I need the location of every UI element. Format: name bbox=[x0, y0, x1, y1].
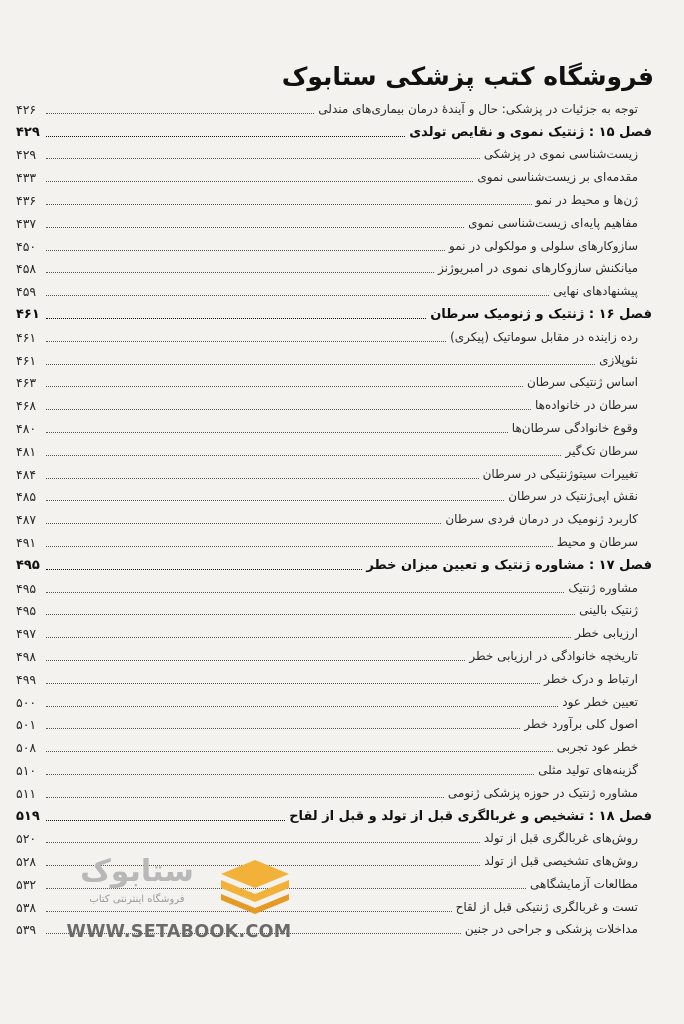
toc-entry-row bbox=[16, 641, 652, 664]
toc-dot-leader bbox=[46, 385, 523, 387]
toc-entry-row bbox=[16, 254, 652, 277]
toc-page-number: ۴۶۱ bbox=[16, 306, 40, 322]
toc-entry-title: تست و غربالگری ژنتیکی قبل از لقاح bbox=[455, 899, 638, 914]
toc-dot-leader bbox=[46, 659, 465, 661]
toc-entry-row bbox=[16, 231, 652, 254]
toc-page-number: ۴۹۱ bbox=[16, 534, 37, 550]
toc-dot-leader bbox=[46, 613, 575, 615]
toc-entry-row bbox=[16, 618, 652, 641]
toc-dot-leader bbox=[46, 180, 473, 182]
toc-page-number: ۵۳۹ bbox=[16, 922, 37, 938]
toc-entry-title: مطالعات آزمایشگاهی bbox=[529, 876, 638, 891]
toc-page-number: ۴۶۱ bbox=[16, 352, 37, 368]
toc-dot-leader bbox=[46, 841, 480, 843]
toc-dot-leader bbox=[46, 454, 561, 456]
toc-dot-leader bbox=[46, 135, 405, 137]
toc-entry-row bbox=[16, 459, 652, 482]
toc-page-number: ۴۶۸ bbox=[16, 398, 37, 414]
toc-dot-leader bbox=[46, 522, 441, 524]
toc-dot-leader bbox=[46, 294, 549, 296]
toc-dot-leader bbox=[46, 727, 520, 729]
toc-dot-leader bbox=[46, 796, 444, 798]
toc-entry-row bbox=[16, 322, 652, 345]
toc-page-number: ۵۰۸ bbox=[16, 740, 37, 756]
toc-dot-leader bbox=[46, 636, 571, 638]
toc-dot-leader bbox=[46, 363, 595, 365]
toc-dot-leader bbox=[46, 773, 534, 775]
toc-dot-leader bbox=[46, 249, 445, 251]
toc-entry-title: میانکنش سازوکارهای نموی در امبریوژنز bbox=[438, 261, 638, 276]
toc-entry-row bbox=[16, 664, 652, 687]
toc-entry-title: توجه به جزئیات در پزشکی: حال و آیندهٔ درمان بیماری‌های مندلی bbox=[318, 101, 638, 116]
toc-entry-title: نقش اپی‌ژنتیک در سرطان bbox=[508, 489, 638, 504]
toc-dot-leader bbox=[46, 591, 564, 593]
toc-entry-row bbox=[16, 482, 652, 505]
toc-dot-leader bbox=[46, 317, 426, 319]
toc-entry-row bbox=[16, 162, 652, 185]
toc-entry-title: مداخلات پزشکی و جراحی در جنین bbox=[464, 922, 638, 937]
toc-dot-leader bbox=[46, 112, 314, 114]
toc-entry-row bbox=[16, 140, 652, 163]
toc-dot-leader bbox=[46, 682, 540, 684]
toc-entry-row bbox=[16, 436, 652, 459]
toc-chapter-title: فصل ۱۸ : تشخیص و غربالگری قبل از تولد و قبل از لقاح bbox=[289, 808, 652, 824]
toc-page-number: ۵۲۰ bbox=[16, 831, 37, 847]
logo-url: WWW.SETABOOK.COM bbox=[66, 922, 292, 942]
toc-dot-leader bbox=[46, 203, 532, 205]
toc-page-number: ۴۲۹ bbox=[16, 147, 37, 163]
toc-entry-row bbox=[16, 413, 652, 436]
toc-entry-title: ارزیابی خطر bbox=[575, 626, 638, 641]
toc-dot-leader bbox=[46, 499, 504, 501]
book-stack-icon bbox=[217, 856, 293, 914]
toc-page-number: ۵۱۰ bbox=[16, 762, 37, 778]
toc-page-number: ۴۸۵ bbox=[16, 489, 37, 505]
toc-entry-title: نئوپلازی bbox=[599, 352, 638, 367]
toc-page-number: ۴۹۵ bbox=[16, 580, 37, 596]
toc-page-number: ۵۰۰ bbox=[16, 694, 37, 710]
toc-entry-title: مشاوره ژنتیک در حوزه پزشکی ژنومی bbox=[447, 785, 638, 800]
toc-entry-title: گزینه‌های تولید مثلی bbox=[538, 762, 638, 777]
toc-page-number: ۴۲۹ bbox=[16, 124, 40, 140]
toc-dot-leader bbox=[46, 545, 553, 547]
toc-entry-title: مفاهیم پایه‌ای زیست‌شناسی نموی bbox=[468, 215, 638, 230]
toc-entry-row bbox=[16, 596, 652, 619]
toc-dot-leader bbox=[46, 157, 480, 159]
toc-entry-row bbox=[16, 687, 652, 710]
toc-chapter-row bbox=[16, 801, 652, 824]
toc-entry-title: تعیین خطر عود bbox=[562, 694, 638, 709]
toc-entry-title: سرطان تک‌گیر bbox=[565, 443, 638, 458]
toc-page-number: ۴۳۳ bbox=[16, 170, 37, 186]
toc-page-number: ۴۵۸ bbox=[16, 261, 37, 277]
toc-entry-title: روش‌های غربالگری قبل از تولد bbox=[483, 831, 638, 846]
toc-dot-leader bbox=[46, 408, 531, 410]
toc-chapter-title: فصل ۱۷ : مشاوره ژنتیک و تعیین میزان خطر bbox=[366, 557, 652, 573]
toc-entry-row bbox=[16, 345, 652, 368]
toc-page-number: ۵۱۱ bbox=[16, 785, 37, 801]
toc-dot-leader bbox=[46, 568, 362, 570]
toc-entry-row bbox=[16, 368, 652, 391]
toc-entry-title: سرطان در خانواده‌ها bbox=[534, 398, 638, 413]
toc-chapter-title: فصل ۱۵ : ژنتیک نموی و نقایص تولدی bbox=[409, 124, 652, 140]
toc-page-number: ۴۹۷ bbox=[16, 626, 37, 642]
setabook-watermark bbox=[62, 852, 294, 946]
toc-page-number: ۴۸۰ bbox=[16, 420, 37, 436]
toc-dot-leader bbox=[46, 477, 479, 479]
toc-chapter-row bbox=[16, 299, 652, 322]
toc-page-number: ۵۳۸ bbox=[16, 899, 37, 915]
toc-entry-title: ژن‌ها و محیط در نمو bbox=[535, 192, 638, 207]
toc-entry-title: مشاوره ژنتیک bbox=[568, 580, 638, 595]
toc-entry-title: ژنتیک بالینی bbox=[579, 603, 638, 618]
toc-entry-title: سرطان و محیط bbox=[556, 534, 638, 549]
toc-page-number: ۴۵۰ bbox=[16, 238, 37, 254]
toc-page-number: ۵۳۲ bbox=[16, 876, 37, 892]
toc-entry-title: کاربرد ژنومیک در درمان فردی سرطان bbox=[445, 512, 638, 527]
toc-entry-row bbox=[16, 732, 652, 755]
toc-entry-row bbox=[16, 755, 652, 778]
toc-entry-title: ارتباط و درک خطر bbox=[544, 671, 638, 686]
toc-dot-leader bbox=[46, 750, 553, 752]
toc-page-number: ۴۶۱ bbox=[16, 329, 37, 345]
toc-entry-title: پیشنهادهای نهایی bbox=[553, 284, 638, 299]
toc-entry-title: زیست‌شناسی نموی در پزشکی bbox=[483, 147, 638, 162]
toc-entry-row bbox=[16, 527, 652, 550]
toc-dot-leader bbox=[46, 705, 558, 707]
logo-tagline: فروشگاه اینترنتی کتاب bbox=[89, 894, 185, 905]
toc-chapter-row bbox=[16, 550, 652, 573]
toc-entry-row bbox=[16, 185, 652, 208]
toc-page-number: ۴۲۶ bbox=[16, 101, 37, 117]
toc-page-number: ۴۹۵ bbox=[16, 557, 40, 573]
toc-entry-title: سازوکارهای سلولی و مولکولی در نمو bbox=[449, 238, 638, 253]
toc-entry-row bbox=[16, 208, 652, 231]
toc-entry-row bbox=[16, 710, 652, 733]
toc-page-number: ۴۹۹ bbox=[16, 671, 37, 687]
toc-entry-title: مقدمه‌ای بر زیست‌شناسی نموی bbox=[477, 170, 638, 185]
toc-page-number: ۵۲۸ bbox=[16, 854, 37, 870]
toc-entry-row bbox=[16, 276, 652, 299]
toc-entry-title: وقوع خانوادگی سرطان‌ها bbox=[511, 420, 638, 435]
toc-dot-leader bbox=[46, 819, 285, 821]
table-of-contents bbox=[16, 94, 652, 937]
toc-chapter-row bbox=[16, 117, 652, 140]
toc-entry-row bbox=[16, 504, 652, 527]
toc-entry-row bbox=[16, 390, 652, 413]
toc-page-number: ۴۹۵ bbox=[16, 603, 37, 619]
toc-dot-leader bbox=[46, 431, 508, 433]
toc-dot-leader bbox=[46, 340, 446, 342]
toc-entry-title: خطر عود تجربی bbox=[556, 740, 638, 755]
toc-chapter-title: فصل ۱۶ : ژنتیک و ژنومیک سرطان bbox=[430, 306, 652, 322]
toc-entry-title: اصول کلی برآورد خطر bbox=[524, 717, 638, 732]
toc-page-number: ۴۸۷ bbox=[16, 512, 37, 528]
toc-entry-title: تغییرات سیتوژنتیکی در سرطان bbox=[482, 466, 638, 481]
store-title: فروشگاه کتب پزشکی ستابوک bbox=[281, 62, 654, 91]
toc-page-number: ۴۳۶ bbox=[16, 192, 37, 208]
toc-page-number: ۴۵۹ bbox=[16, 284, 37, 300]
toc-dot-leader bbox=[46, 226, 464, 228]
toc-entry-title: تاریخچه خانوادگی در ارزیابی خطر bbox=[469, 648, 638, 663]
toc-entry-title: رده زاینده در مقابل سوماتیک (پیکری) bbox=[450, 329, 638, 344]
toc-page-number: ۵۱۹ bbox=[16, 808, 40, 824]
toc-entry-title: روش‌های تشخیصی قبل از تولد bbox=[484, 854, 638, 869]
toc-page-number: ۴۹۸ bbox=[16, 648, 37, 664]
toc-page-number: ۴۳۷ bbox=[16, 215, 37, 231]
toc-dot-leader bbox=[46, 271, 434, 273]
toc-page-number: ۵۰۱ bbox=[16, 717, 37, 733]
toc-page-number: ۴۶۳ bbox=[16, 375, 37, 391]
toc-page-number: ۴۸۴ bbox=[16, 466, 37, 482]
logo-wordmark: ستابوک bbox=[80, 854, 194, 889]
toc-entry-row bbox=[16, 94, 652, 117]
toc-page-number: ۴۸۱ bbox=[16, 443, 37, 459]
toc-entry-row bbox=[16, 778, 652, 801]
toc-entry-row bbox=[16, 824, 652, 847]
toc-entry-title: اساس ژنتیکی سرطان bbox=[526, 375, 638, 390]
toc-entry-row bbox=[16, 573, 652, 596]
